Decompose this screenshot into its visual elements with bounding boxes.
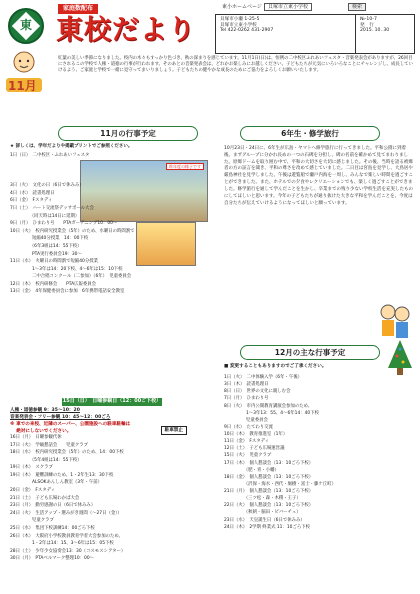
homepage-label: 東小ホームページ [222, 4, 262, 10]
trip-heading: 6年生・修学旅行 [240, 126, 380, 141]
november-schedule [10, 152, 215, 296]
schedule-row: 10日（火） 校内研究授業会（5年）のため、水曜日の時間割で [10, 228, 135, 234]
info-tel: Tel 422-0262 431-2907 [220, 28, 274, 34]
newsletter-title: 東校だより [56, 15, 196, 46]
schedule-row: 18日（金） 個人懇談会（13：10ごろ下校） [224, 474, 314, 480]
schedule-row: 1・2年は14：15、3〜6年は15：05下校 [10, 541, 114, 547]
schedule-row: （同天時は14日に延期） [10, 213, 80, 219]
photo-caption: 昨年度の様子です [166, 163, 204, 170]
schedule-row: 26日（木） 大阪府小学校教員教育学者大会参加のため、 [10, 533, 123, 539]
schedule-row: 17日（火） 学級懇話会 児童クラブ [10, 442, 89, 448]
schedule-row: 3日（木） 読書処理日 [224, 382, 269, 388]
trip-article: 10月23日・24日に、6年生が広島・ヤマトへ修学旅行に行ってきました。平和公園に到着後、まずグループに分かれ長めの一つの石碑を分担し、碑の名前を確かめて見てまわりました。原爆ドームを取り囲む中で、平和の大切さを大切に感じました。その後、当時を語る被爆者の方の証言を聞き、平和の尊さを改めて感じていました。二日目は宮島を見学し、大鳥居や厳島神社を見学しました。午後は遊覧船で瀬戸内海を一周し、みんなで楽しい時間を過ごすことができました。また、ホテルでの夕食やレクリエーションでも、楽しく過ごすことができました。修学旅行を通して学んだことを生かし、卒業までの残り少ない学校生活を充実したものにしてほしいと思います。今年の子どもたちが通り抜けた大きな平和を学んだことを、今度は自分たちが伝えていけるようになってほしいと願っています。 [224, 146, 413, 206]
schedule-row: 児童クラブ [10, 518, 54, 524]
schedule-row [10, 160, 215, 168]
issue-date: 2015. 10. 30 [360, 28, 390, 34]
schedule-row: ALSOKあんしん教室（3年・午前） [10, 480, 103, 486]
schedule-row: 1〜3年は14：20下校、4〜6年は15：10下校 [10, 266, 123, 272]
december-heading: 12月の主な行事予定 [240, 345, 380, 360]
schedule-row: 22日（火） 個人懇談会（13：10ごろ下校） [224, 503, 314, 509]
schedule-row: 23日（水） 天皇誕生日（6日で休みみ） [224, 517, 305, 523]
schedule-row: 23日（月） 勤労感謝の日（6日で休みみ） [10, 503, 96, 509]
schedule-row: （秋朝・脇田・ビバーチェ） [224, 510, 301, 516]
december-notice: ■ 変更することもありますのでご了承ください。 [224, 364, 327, 369]
schedule-row: 28日（土） 少年少女協奏会13：30（コスモスシアター） [10, 548, 126, 554]
schedule-row: 21日（土） 子ども広場わかば大会 [10, 495, 80, 501]
distribution-tagline: 家庭数配布 [58, 4, 98, 14]
mascot-illustration [4, 48, 44, 96]
no-parking-badge: 駐車禁止 [161, 426, 187, 435]
school-emblem: 東 [8, 8, 44, 44]
sunday-visit-row: 15日（日） 日曜参観日（12：00ご下校） [62, 398, 162, 404]
schedule-row [10, 167, 215, 175]
schedule-row: 13日（金） 4年保健委員会に参加 6年携帯電話安全教室 [10, 289, 125, 295]
schedule-row: 11日（水） 火曜日の時間割で短縮40分授業 [10, 259, 99, 265]
schedule-row: 8日（火） 市内公開教育講演会参加のため、 [224, 403, 313, 409]
schedule-row: （沢保・海水・西代・堀樹・富士・藤ケ丘町） [224, 481, 336, 487]
schedule-row: 10日（木） 教育推進室（1年） [224, 432, 288, 437]
schedule-row: 二中合唱コンクール（二参加）（6年） 児童委員会 [10, 274, 132, 280]
schedule-row: 12日（木） 校内研修会 PTA広報委員会 [10, 281, 97, 287]
parking-warning-1: ※ 車での来校、近隣のスーパー、公園施設への駐車駐輪は [10, 421, 131, 427]
intro-paragraph: 紅葉の美しい季節になりました。校内の木々もすっかり色づき、秋の深まりを感じています。11月1日(日)は、恒例の二中校区ふれあいフェスタ・音楽発表会がありますが、26回目にされるこの学校で人権・道徳の行事が行われます。そのあとの音楽発表会は、どれかお楽しみにお越しください。子どもたちが元気にいろいろなことにチャレンジし、成長していけるよう、ご家庭と学校で一緒に見守ってまいりましょう。子どもたちの健やかな成長のためにご協力をよろしくお願いいたします。 [58, 56, 413, 73]
december-schedule [224, 374, 414, 531]
november-heading: 11月の行事予定 [58, 126, 198, 141]
schedule-row: （三ツ松・森・木積・王子） [224, 496, 301, 502]
schedule-row: 24日（木） 2学期 終業式 11：10ごろ下校 [224, 524, 311, 530]
schedule-row: 30日（月） PTAベルマーク整理10：00〜 [10, 556, 95, 562]
schedule-row: 19日（木） スクラブ [10, 465, 53, 471]
svg-text:11月: 11月 [8, 79, 37, 93]
schedule-row: 1日（日） 二中校区・ふれあいフェスタ [10, 153, 90, 158]
november-notice: ★ 詳しくは、学年だよりや掲載プリントでご参照ください。 [10, 144, 133, 149]
homepage-search-box[interactable]: 貝塚市立東小学校 [264, 3, 312, 11]
schedule-row [10, 175, 215, 183]
schedule-row: 21日（月） 個人懇談会（13：10ごろ下校） [224, 489, 314, 494]
info-address: 貝塚市小瀬 1-25-5 [220, 17, 260, 22]
schedule-row: 15日（火） 児童クラブ [224, 453, 272, 459]
schedule-row: （6年3組は14：55下校） [10, 243, 82, 249]
schedule-row: 25日（水） 集団下校訓練14：00ごろ下校 [10, 525, 95, 531]
search-button[interactable]: 検索 [348, 3, 366, 11]
schedule-row: 短縮40分授業 14：00下校 [10, 236, 89, 242]
schedule-row: 16日（月） 日曜参観代休 [10, 435, 62, 440]
schedule-row: 7日（土） ハート交流祭デッサポール大会 [10, 206, 94, 212]
schedule-row: 12日（土） 子ども広場運営議 [224, 446, 285, 452]
schedule-row: 18日（水） 校内研究授業会（5年）のため、14：00下校 [10, 450, 124, 456]
schedule-row: 1〜3年13：55、4〜6年14：40下校 [224, 410, 319, 416]
schedule-row: 9日（月） ひまわり号 PTAガーデニング10：00〜 [10, 221, 118, 227]
schedule-row: 20日（金） Fスタディ [10, 488, 56, 494]
schedule-row: （肥・青・小幡） [224, 467, 279, 473]
schedule-row: 1日（火） 二中体験入学（6年・午後） [224, 375, 303, 380]
school-info-box [215, 14, 415, 54]
music-concert-session: 音楽発表会・フリー参観 10：45〜12：00ごろ [10, 414, 111, 420]
schedule-row: 4日（水） 読書処理日 [10, 190, 55, 196]
parking-warning-2: 絶対にしないでください。 [10, 429, 72, 435]
schedule-row: 3日（火） 文化の日（6日で休みみ） [10, 183, 84, 189]
issue-label: 発 行 [360, 22, 374, 28]
schedule-row: 19日（木） 避難訓練のため、1・2年生13：30下校 [10, 472, 114, 478]
christmas-tree-illustration [385, 338, 415, 378]
schedule-row: 17日（木） 個人懇談会（13：10ごろ下校） [224, 460, 314, 466]
human-rights-session: 人権・道徳参観 9：35〜10：20 [10, 407, 80, 413]
november-schedule-continued [10, 434, 215, 563]
schedule-row: 24日（火） 生活アップ・選みがき週間（〜27日（金）） [10, 510, 122, 516]
schedule-row: PTA実行委員会19：30〜 [10, 251, 82, 257]
schedule-row: 8日（日） 世界の文化に親しむ会 [224, 389, 291, 395]
students-illustration [378, 300, 412, 340]
info-school: 貝塚市立東小学校 [220, 22, 257, 28]
schedule-row: 7日（月） ひまわり号 [224, 396, 269, 402]
schedule-row: 児童委員会 [224, 417, 268, 423]
schedule-row: 6日（金） Fスタディ [10, 198, 53, 204]
issue-number: №-10-7 [360, 17, 377, 22]
schedule-row: 9日（水） たてわり交流 [224, 424, 273, 430]
sunday-visit-block [10, 398, 215, 435]
schedule-row: 11日（金） Fスタディ [224, 439, 270, 445]
schedule-row: （5年4組は14：55下校） [10, 457, 82, 463]
